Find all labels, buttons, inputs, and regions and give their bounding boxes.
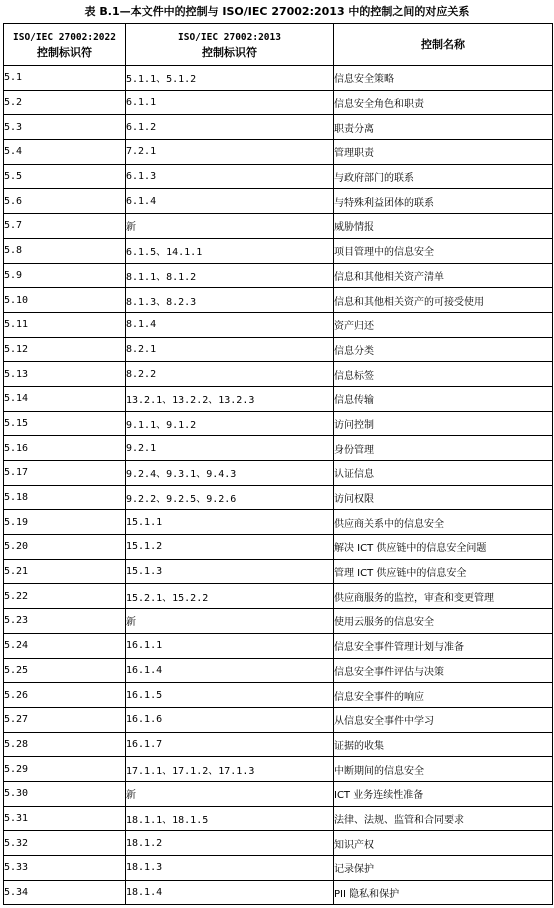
cell-2013-id: 8.1.3、8.2.3: [126, 288, 334, 313]
cell-control-name: 供应商服务的监控，审查和变更管理: [334, 584, 553, 609]
cell-2022-id: 5.32: [4, 831, 126, 856]
table-row: [4, 559, 553, 584]
cell-2022-id: 5.22: [4, 584, 126, 609]
cell-2022-id: 5.12: [4, 337, 126, 362]
cell-2022-id: 5.7: [4, 214, 126, 239]
cell-2013-id: 新: [126, 609, 334, 634]
cell-control-name: 信息安全策略: [334, 66, 553, 91]
cell-2022-id: 5.4: [4, 140, 126, 165]
table-row: [4, 214, 553, 239]
cell-2013-id: 18.1.2: [126, 831, 334, 856]
cell-control-name: 资产归还: [334, 312, 553, 337]
cell-2022-id: 5.13: [4, 362, 126, 387]
cell-2013-id: 13.2.1、13.2.2、13.2.3: [126, 386, 334, 411]
cell-2022-id: 5.23: [4, 609, 126, 634]
table-row: [4, 880, 553, 905]
table-row: [4, 140, 553, 165]
cell-control-name: 供应商关系中的信息安全: [334, 510, 553, 535]
cell-2013-id: 16.1.6: [126, 707, 334, 732]
table-row: [4, 856, 553, 881]
cell-2022-id: 5.10: [4, 288, 126, 313]
cell-control-name: 身份管理: [334, 436, 553, 461]
cell-control-name: 解决 ICT 供应链中的信息安全问题: [334, 535, 553, 560]
table-row: [4, 337, 553, 362]
table-row: [4, 535, 553, 560]
cell-2013-id: 9.2.2、9.2.5、9.2.6: [126, 485, 334, 510]
cell-control-name: 访问权限: [334, 485, 553, 510]
cell-control-name: 管理职责: [334, 140, 553, 165]
cell-2022-id: 5.28: [4, 732, 126, 757]
cell-control-name: 项目管理中的信息安全: [334, 238, 553, 263]
cell-2013-id: 17.1.1、17.1.2、17.1.3: [126, 757, 334, 782]
cell-2022-id: 5.5: [4, 164, 126, 189]
cell-control-name: ICT 业务连续性准备: [334, 781, 553, 806]
cell-2022-id: 5.26: [4, 683, 126, 708]
cell-2022-id: 5.31: [4, 806, 126, 831]
table-row: [4, 115, 553, 140]
cell-2013-id: 6.1.2: [126, 115, 334, 140]
cell-control-name: 信息安全角色和职责: [334, 90, 553, 115]
table-row: [4, 189, 553, 214]
cell-control-name: 信息安全事件管理计划与准备: [334, 633, 553, 658]
table-row: [4, 164, 553, 189]
cell-2013-id: 16.1.5: [126, 683, 334, 708]
cell-2022-id: 5.1: [4, 66, 126, 91]
cell-2022-id: 5.34: [4, 880, 126, 905]
table-row: [4, 461, 553, 486]
cell-control-name: PII 隐私和保护: [334, 880, 553, 905]
table-row: [4, 609, 553, 634]
header-col-2013: [126, 24, 334, 66]
table-row: [4, 411, 553, 436]
cell-2022-id: 5.33: [4, 856, 126, 881]
cell-2013-id: 5.1.1、5.1.2: [126, 66, 334, 91]
cell-2013-id: 8.1.4: [126, 312, 334, 337]
cell-2022-id: 5.30: [4, 781, 126, 806]
table-row: [4, 781, 553, 806]
header-col-2013-label: 控制标识符: [202, 45, 257, 59]
cell-2022-id: 5.16: [4, 436, 126, 461]
cell-control-name: 信息和其他相关资产的可接受使用: [334, 288, 553, 313]
cell-2013-id: 18.1.4: [126, 880, 334, 905]
table-header: [4, 24, 553, 66]
cell-control-name: 信息分类: [334, 337, 553, 362]
table-row: [4, 288, 553, 313]
cell-2013-id: 6.1.3: [126, 164, 334, 189]
cell-control-name: 与特殊利益团体的联系: [334, 189, 553, 214]
cell-2013-id: 15.1.2: [126, 535, 334, 560]
control-mapping-table: [3, 23, 553, 905]
cell-2013-id: 15.2.1、15.2.2: [126, 584, 334, 609]
cell-2022-id: 5.11: [4, 312, 126, 337]
cell-control-name: 职责分离: [334, 115, 553, 140]
table-row: [4, 757, 553, 782]
cell-2013-id: 16.1.4: [126, 658, 334, 683]
table-row: [4, 732, 553, 757]
cell-control-name: 从信息安全事件中学习: [334, 707, 553, 732]
table-row: [4, 683, 553, 708]
cell-2013-id: 15.1.1: [126, 510, 334, 535]
cell-2013-id: 8.1.1、8.1.2: [126, 263, 334, 288]
table-row: [4, 312, 553, 337]
cell-2022-id: 5.8: [4, 238, 126, 263]
cell-control-name: 信息标签: [334, 362, 553, 387]
cell-2022-id: 5.29: [4, 757, 126, 782]
cell-2013-id: 15.1.3: [126, 559, 334, 584]
cell-control-name: 信息和其他相关资产清单: [334, 263, 553, 288]
cell-2022-id: 5.27: [4, 707, 126, 732]
cell-control-name: 信息传输: [334, 386, 553, 411]
table-row: [4, 485, 553, 510]
cell-control-name: 管理 ICT 供应链中的信息安全: [334, 559, 553, 584]
table-body: [4, 66, 553, 905]
cell-2022-id: 5.15: [4, 411, 126, 436]
cell-2022-id: 5.20: [4, 535, 126, 560]
table-row: [4, 510, 553, 535]
cell-2013-id: 8.2.1: [126, 337, 334, 362]
cell-2022-id: 5.14: [4, 386, 126, 411]
cell-2013-id: 新: [126, 214, 334, 239]
cell-control-name: 访问控制: [334, 411, 553, 436]
cell-2013-id: 16.1.7: [126, 732, 334, 757]
table-row: [4, 633, 553, 658]
cell-control-name: 信息安全事件评估与决策: [334, 658, 553, 683]
table-row: [4, 806, 553, 831]
header-col-2022: [4, 24, 126, 66]
cell-2013-id: 9.2.1: [126, 436, 334, 461]
table-row: [4, 263, 553, 288]
cell-2022-id: 5.17: [4, 461, 126, 486]
cell-2013-id: 18.1.3: [126, 856, 334, 881]
cell-control-name: 证据的收集: [334, 732, 553, 757]
table-row: [4, 436, 553, 461]
table-row: [4, 66, 553, 91]
cell-control-name: 信息安全事件的响应: [334, 683, 553, 708]
cell-2022-id: 5.6: [4, 189, 126, 214]
cell-control-name: 威胁情报: [334, 214, 553, 239]
cell-control-name: 知识产权: [334, 831, 553, 856]
header-col-2022-standard: ISO/IEC 27002:2022: [13, 31, 116, 43]
header-col-2013-standard: ISO/IEC 27002:2013: [178, 31, 281, 43]
cell-2022-id: 5.2: [4, 90, 126, 115]
cell-control-name: 与政府部门的联系: [334, 164, 553, 189]
cell-control-name: 使用云服务的信息安全: [334, 609, 553, 634]
cell-2013-id: 18.1.1、18.1.5: [126, 806, 334, 831]
table-row: [4, 238, 553, 263]
cell-2022-id: 5.9: [4, 263, 126, 288]
cell-2013-id: 16.1.1: [126, 633, 334, 658]
header-row: [4, 24, 553, 66]
header-col-2022-label: 控制标识符: [37, 45, 92, 59]
table-row: [4, 386, 553, 411]
cell-2013-id: 8.2.2: [126, 362, 334, 387]
cell-control-name: 中断期间的信息安全: [334, 757, 553, 782]
table-row: [4, 90, 553, 115]
cell-2013-id: 6.1.4: [126, 189, 334, 214]
cell-2022-id: 5.21: [4, 559, 126, 584]
table-row: [4, 707, 553, 732]
table-row: [4, 658, 553, 683]
table-row: [4, 584, 553, 609]
cell-2013-id: 7.2.1: [126, 140, 334, 165]
cell-2013-id: 6.1.1: [126, 90, 334, 115]
cell-2013-id: 9.2.4、9.3.1、9.4.3: [126, 461, 334, 486]
cell-control-name: 法律、法规、监管和合同要求: [334, 806, 553, 831]
cell-2022-id: 5.19: [4, 510, 126, 535]
cell-2022-id: 5.25: [4, 658, 126, 683]
cell-control-name: 认证信息: [334, 461, 553, 486]
header-col-control-name: 控制名称: [334, 24, 553, 66]
table-title: 表 B.1—本文件中的控制与 ISO/IEC 27002:2013 中的控制之间的对应关系: [84, 5, 470, 18]
cell-2013-id: 6.1.5、14.1.1: [126, 238, 334, 263]
table-row: [4, 362, 553, 387]
cell-control-name: 记录保护: [334, 856, 553, 881]
cell-2022-id: 5.18: [4, 485, 126, 510]
cell-2022-id: 5.24: [4, 633, 126, 658]
cell-2013-id: 新: [126, 781, 334, 806]
cell-2022-id: 5.3: [4, 115, 126, 140]
table-row: [4, 831, 553, 856]
cell-2013-id: 9.1.1、9.1.2: [126, 411, 334, 436]
